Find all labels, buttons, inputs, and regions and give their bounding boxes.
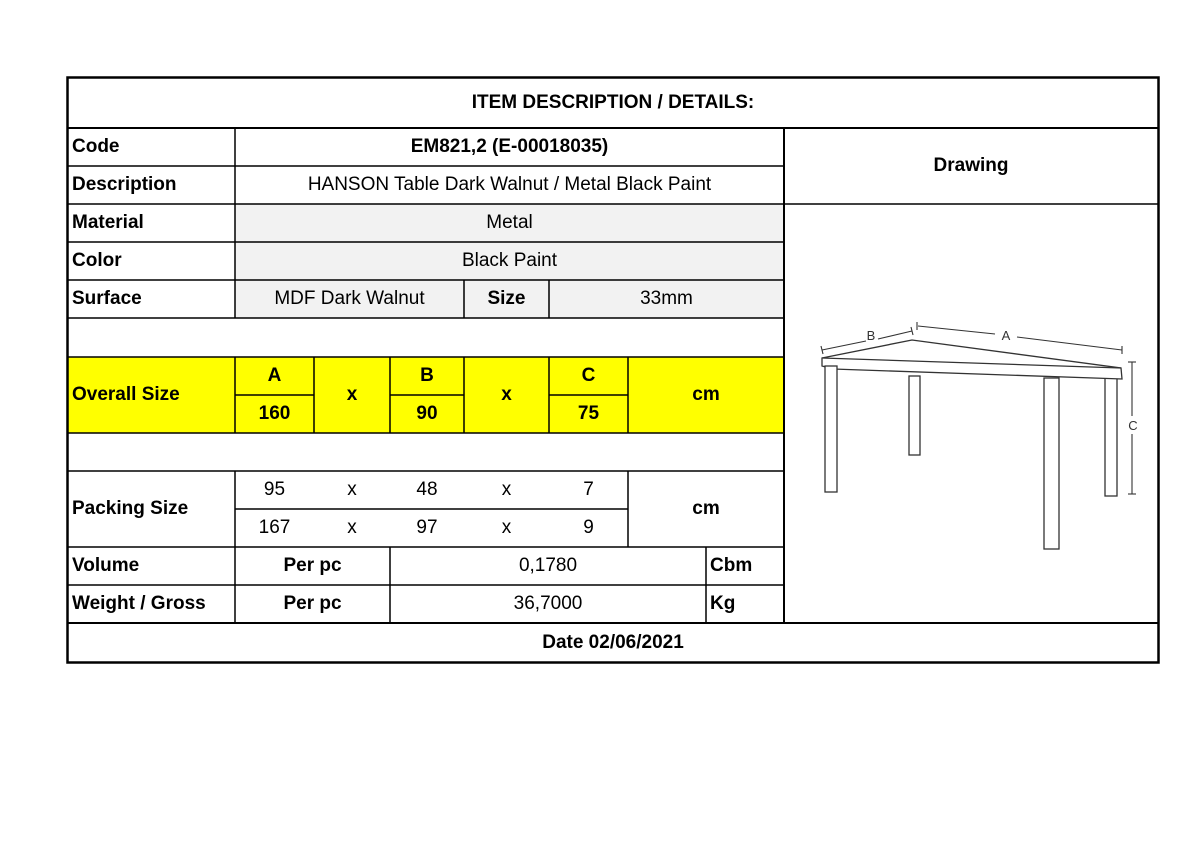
packing-size-label: Packing Size (72, 498, 189, 519)
description-value: HANSON Table Dark Walnut / Metal Black Paint (307, 174, 712, 195)
material-value: Metal (486, 212, 533, 233)
material-label: Material (72, 212, 144, 233)
code-label: Code (72, 136, 120, 157)
packing-r2-sep-2: x (501, 517, 512, 538)
packing-unit: cm (692, 498, 720, 519)
weight-per: Per pc (283, 593, 342, 614)
dim-label-a: A (1001, 328, 1011, 343)
table-illustration (822, 340, 1122, 549)
size-value: 33mm (640, 288, 693, 309)
weight-unit: Kg (710, 593, 736, 614)
description-label: Description (72, 174, 177, 195)
volume-unit: Cbm (710, 555, 753, 576)
overall-value-c: 75 (577, 403, 600, 424)
packing-r1-b: 48 (416, 479, 438, 500)
dim-label-b: B (866, 328, 876, 343)
packing-r2-c: 9 (583, 517, 594, 538)
size-label: Size (487, 288, 526, 309)
footer-date: Date 02/06/2021 (542, 631, 684, 653)
color-value: Black Paint (461, 250, 558, 271)
overall-header-a: A (267, 365, 282, 386)
packing-r2-a: 167 (258, 517, 291, 538)
page-title: ITEM DESCRIPTION / DETAILS: (471, 92, 755, 113)
weight-label: Weight / Gross (72, 593, 206, 614)
drawing-label: Drawing (933, 155, 1009, 176)
volume-per: Per pc (283, 555, 342, 576)
overall-separator-2: x (501, 384, 512, 405)
packing-r2-b: 97 (416, 517, 438, 538)
volume-value: 0,1780 (518, 555, 578, 576)
surface-label: Surface (72, 288, 142, 309)
packing-r1-sep-2: x (501, 479, 512, 500)
dim-label-c: C (1128, 418, 1138, 433)
surface-value: MDF Dark Walnut (274, 288, 425, 309)
code-value: EM821,2 (E-00018035) (410, 136, 609, 157)
overall-size-label: Overall Size (72, 384, 180, 405)
overall-header-b: B (420, 365, 434, 386)
packing-r1-c: 7 (583, 479, 594, 500)
overall-value-a: 160 (258, 403, 291, 424)
volume-label: Volume (72, 555, 140, 576)
overall-header-c: C (581, 365, 596, 386)
overall-value-b: 90 (416, 403, 438, 424)
packing-r1-a: 95 (263, 479, 286, 500)
packing-r2-sep-1: x (347, 517, 357, 538)
overall-unit: cm (692, 384, 720, 405)
packing-r1-sep-1: x (347, 479, 357, 500)
weight-value: 36,7000 (513, 593, 583, 614)
color-label: Color (72, 250, 122, 271)
overall-separator-1: x (346, 384, 358, 405)
dimension-lines (821, 322, 1136, 494)
